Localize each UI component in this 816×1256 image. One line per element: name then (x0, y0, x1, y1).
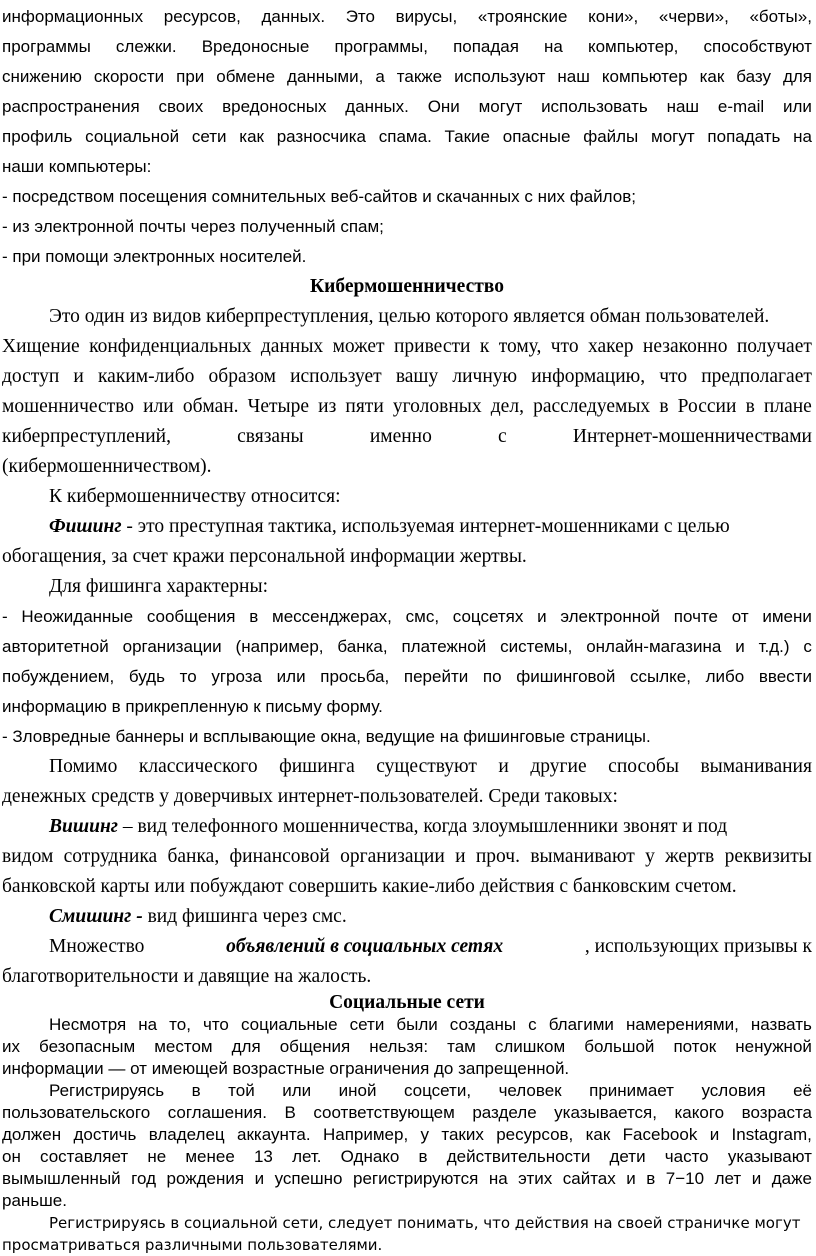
word: поток (673, 1037, 717, 1056)
word: Четыре (247, 396, 310, 417)
word: в (646, 1169, 656, 1188)
word: программы, (334, 37, 428, 56)
word: просьба, (320, 667, 390, 686)
social-para2-line-3 (2, 1124, 812, 1146)
word: на (544, 37, 563, 56)
word: безопасным (39, 1037, 136, 1056)
word: с (803, 637, 812, 656)
word: этих (518, 1169, 553, 1188)
word: системы, (500, 637, 573, 656)
word: достичь (73, 1125, 137, 1144)
word: Например, (322, 1125, 409, 1144)
word: способы (608, 756, 679, 777)
word: составляет (40, 1147, 129, 1166)
word: сети (191, 127, 227, 146)
social-para2-line-4 (2, 1146, 812, 1168)
word: соцсети, (403, 1081, 472, 1100)
word: при (176, 67, 205, 86)
word: данными, (287, 67, 364, 86)
word: то, (169, 1015, 191, 1034)
other-methods-line-2: денежных средств у доверчивых интернет-пользователей. Среди таковых: (2, 786, 618, 807)
heading-social-networks: Социальные сети (329, 992, 485, 1013)
intro-line-6: наши компьютеры: (2, 157, 152, 176)
word: вымышленный (2, 1169, 121, 1188)
word: Такие (444, 127, 491, 146)
vishing-term: Вишинг (49, 816, 118, 837)
word: снижению (2, 67, 82, 86)
fraud-line-1: Это один из видов киберпреступления, целью которого является обман пользователей. (49, 306, 770, 327)
word: дел, (490, 396, 524, 417)
word: и (537, 607, 547, 626)
word: и (455, 846, 466, 867)
word: платежной (401, 637, 487, 656)
word: и (709, 1125, 720, 1144)
word: Facebook (622, 1125, 698, 1144)
word: менее (185, 1147, 235, 1166)
word: рождения (166, 1169, 245, 1188)
word: ресурсов, (163, 7, 241, 26)
phishing-definition-line-1 (2, 512, 812, 542)
word: что (202, 1015, 229, 1034)
word: регистрируются (353, 1169, 479, 1188)
word: Неожиданные (21, 607, 134, 626)
word: слишком (494, 1037, 566, 1056)
word: могут (478, 97, 523, 116)
smishing-def-text: вид фишинга через смс. (147, 906, 347, 927)
word: пользовательского (2, 1103, 151, 1122)
phishing-feature-line-2 (2, 632, 812, 662)
word: местом (154, 1037, 213, 1056)
word: ввести (758, 667, 812, 686)
word: дети (609, 1147, 646, 1166)
word: предполагает (701, 366, 812, 387)
word: используют (454, 67, 546, 86)
word: или (282, 1081, 312, 1100)
word: обман. (182, 396, 239, 417)
word: год (131, 1169, 156, 1188)
word: возраста (741, 1103, 812, 1122)
word: лет (714, 1169, 742, 1188)
word: «черви», (658, 7, 729, 26)
word: созданы (449, 1015, 517, 1034)
word: проч. (475, 846, 520, 867)
word: «боты», (749, 7, 812, 26)
word: как (699, 67, 725, 86)
word: другие (530, 756, 587, 777)
word: или (782, 97, 812, 116)
word: «троянские (477, 7, 568, 26)
word: соглашения. (167, 1103, 267, 1122)
word: будь (128, 667, 165, 686)
word: компьютер (601, 67, 688, 86)
word: для (231, 1037, 261, 1056)
intro-line-2 (2, 32, 812, 62)
intro-line-4 (2, 92, 812, 122)
word: или (276, 667, 306, 686)
word: разносчика (276, 127, 367, 146)
word: мошенничество (2, 396, 135, 417)
phishing-feature-line-4: информацию в прикрепленную к письму форму. (2, 697, 383, 716)
social-para2-line-5 (2, 1168, 812, 1190)
word: почте (673, 607, 718, 626)
word: расследуемых (533, 396, 651, 417)
phishing-term: Фишинг (49, 516, 122, 537)
word: указывается, (554, 1103, 657, 1122)
intro-bullet-websites: - посредством посещения сомнительных веб-сайтов и скачанных с них файлов; (2, 187, 636, 206)
word: Instagram, (731, 1125, 812, 1144)
word: общения (279, 1037, 351, 1056)
word: каким-либо (97, 366, 195, 387)
fraud-line-4 (2, 392, 812, 422)
vishing-def-text: – вид телефонного мошенничества, когда злоумышленники звонят и под (122, 816, 728, 837)
word: информацию, (531, 366, 646, 387)
social-para1-line-2 (2, 1036, 812, 1058)
word: владелец (148, 1125, 225, 1144)
word: а (375, 67, 385, 86)
word: базу (736, 67, 771, 86)
phishing-features-label: Для фишинга характерны: (49, 576, 269, 597)
word: на (488, 1169, 508, 1188)
word: классического (138, 756, 258, 777)
phishing-def-text: - это преступная тактика, используемая интернет-мошенниками с целью (126, 516, 730, 537)
fraud-includes-label: К кибермошенничеству относится: (49, 486, 341, 507)
word: распространения (2, 97, 140, 116)
word: той (228, 1081, 255, 1100)
word: социальные (240, 1015, 338, 1034)
word: кони», (588, 7, 639, 26)
word: их (2, 1037, 20, 1056)
word: часто (664, 1147, 709, 1166)
word: попадать (707, 127, 781, 146)
word: банка, (337, 637, 388, 656)
word: по (482, 667, 502, 686)
word: из (318, 396, 337, 417)
word: там (447, 1037, 476, 1056)
word: успешно (274, 1169, 343, 1188)
word: даже (771, 1169, 812, 1188)
word: наш (666, 97, 700, 116)
fraud-line-5 (2, 422, 812, 452)
word: личную (452, 366, 518, 387)
word: организации (122, 637, 222, 656)
word: образом (208, 366, 276, 387)
word: пяти (345, 396, 384, 417)
word: человек (498, 1081, 562, 1100)
word: и (626, 1169, 636, 1188)
word: данных (260, 336, 324, 357)
word: связаны (237, 426, 304, 447)
word: не (147, 1147, 167, 1166)
word: условия (701, 1081, 766, 1100)
word: Это (345, 7, 375, 26)
word: опасные (502, 127, 571, 146)
word: таких (441, 1125, 484, 1144)
word: от (731, 607, 749, 626)
word: соцсетях (452, 607, 524, 626)
word: побуждением, (2, 667, 115, 686)
word: сайтах (562, 1169, 616, 1188)
word: обмене (216, 67, 276, 86)
word: незаконно (642, 336, 728, 357)
word: он (2, 1147, 21, 1166)
word: большой (584, 1037, 655, 1056)
word: выманивания (700, 756, 812, 777)
other-methods-line-1 (2, 752, 812, 782)
word: существуют (376, 756, 477, 777)
ads-line-2: благотворительности и давящие на жалость. (2, 966, 372, 987)
phishing-feature-banners: - Зловредные баннеры и всплывающие окна, ведущие на фишинговые страницы. (2, 727, 651, 746)
word: вирусы, (395, 7, 458, 26)
smishing-definition (2, 902, 812, 932)
vishing-definition-line-2 (2, 842, 812, 872)
heading-cyberfraud: Кибермошенничество (310, 276, 504, 297)
word: доступ (2, 366, 60, 387)
word: разделе (472, 1103, 537, 1122)
vishing-definition-line-1 (2, 812, 812, 842)
word: файлы (583, 127, 639, 146)
word: что (550, 336, 579, 357)
word: и (73, 366, 84, 387)
word: использовать (541, 97, 648, 116)
social-para2-line-1 (2, 1080, 812, 1102)
word: уголовных (392, 396, 482, 417)
word: компьютер, (587, 37, 679, 56)
word: могут (651, 127, 695, 146)
word: программы (2, 37, 91, 56)
word: Интернет-мошенничествами (572, 426, 812, 447)
word: принимает (589, 1081, 674, 1100)
word: аккаунта. (236, 1125, 311, 1144)
word: в (191, 1081, 201, 1100)
word: сообщения (146, 607, 236, 626)
word: тому, (498, 336, 542, 357)
word: Вредоносные (201, 37, 310, 56)
word: спама. (378, 127, 432, 146)
intro-line-5 (2, 122, 812, 152)
word: у (645, 846, 655, 867)
word: конфиденциальных (89, 336, 252, 357)
word: и (254, 1169, 265, 1188)
word: может (332, 336, 385, 357)
word: действительности (446, 1147, 591, 1166)
word: хакер (587, 336, 634, 357)
word: информационных (2, 7, 144, 26)
word: как (585, 1125, 611, 1144)
word: Помимо (49, 756, 118, 777)
word: попадая (453, 37, 519, 56)
phishing-feature-line-3 (2, 662, 812, 692)
word: наш (557, 67, 590, 86)
word: с (528, 1015, 537, 1034)
word: мессенджерах, (272, 607, 392, 626)
word: данных. (345, 97, 409, 116)
word: плане (763, 396, 812, 417)
word: организации (340, 846, 445, 867)
word: ненужной (735, 1037, 812, 1056)
word: слежки. (115, 37, 177, 56)
word: видом (2, 846, 54, 867)
word: указывают (727, 1147, 812, 1166)
social-para1-line-1 (2, 1014, 812, 1036)
word: выманивают (530, 846, 635, 867)
word: и (735, 637, 745, 656)
social-para3-line-1: Регистрируясь в социальной сети, следует понимать, что действия на своей страничке могут (49, 1214, 801, 1232)
fraud-line-2 (2, 332, 812, 362)
word: иной (338, 1081, 377, 1100)
word: её (793, 1081, 812, 1100)
word: т.д.) (758, 637, 790, 656)
word: данных. (261, 7, 326, 26)
word: на (138, 1015, 158, 1034)
intro-bullet-email: - из электронной почты через полученный спам; (2, 217, 384, 236)
word: 7−10 (665, 1169, 705, 1188)
word: и (751, 1169, 762, 1188)
word: и (498, 756, 509, 777)
word: смс, (405, 607, 440, 626)
word: России (677, 396, 737, 417)
word: использует (290, 366, 382, 387)
word: киберпреступлений, (2, 426, 171, 447)
word: авторитетной (2, 637, 109, 656)
word: - (2, 607, 8, 626)
social-para2-line-6: раньше. (2, 1191, 67, 1210)
word: профиль (2, 127, 73, 146)
word: фишинга (279, 756, 355, 777)
word: как (239, 127, 264, 146)
word: с (498, 426, 507, 447)
intro-bullet-media: - при помощи электронных носителей. (2, 247, 307, 266)
word: в (659, 396, 669, 417)
word: также (396, 67, 443, 86)
word: сети (349, 1015, 385, 1034)
phishing-feature-line-1 (2, 602, 812, 632)
social-para1-line-3: информации — от имеющей возрастные ограничения до запрещенной. (2, 1059, 570, 1078)
word: имени (762, 607, 812, 626)
ads-line-1 (2, 932, 812, 962)
word: вашу (395, 366, 439, 387)
phishing-definition-line-2: обогащения, за счет кражи персональной информации жертвы. (2, 546, 527, 567)
word: своих (158, 97, 204, 116)
word: онлайн-магазина (586, 637, 722, 656)
word: к (479, 336, 490, 357)
word: Однако (340, 1147, 400, 1166)
word: ресурсов, (496, 1125, 574, 1144)
word: именно (369, 426, 432, 447)
word: реквизиты (724, 846, 812, 867)
intro-line-3 (2, 62, 812, 92)
word: вредоносных (222, 97, 327, 116)
word: социальной (85, 127, 180, 146)
word: какого (674, 1103, 725, 1122)
ads-suffix: , использующих призывы к (584, 936, 812, 957)
word: либо (705, 667, 745, 686)
word: назвать (750, 1015, 812, 1034)
word: в (249, 607, 259, 626)
word: электронной (560, 607, 661, 626)
word: Они (427, 97, 460, 116)
word: должен (2, 1125, 62, 1144)
ads-prefix: Множество (49, 936, 145, 957)
word: или (143, 396, 174, 417)
word: на (793, 127, 812, 146)
word: финансовой (229, 846, 330, 867)
word: намерениями, (625, 1015, 739, 1034)
word: привести (393, 336, 471, 357)
word: перейти (403, 667, 469, 686)
word: Регистрируясь (49, 1081, 165, 1100)
vishing-definition-line-3: банковской карты или побуждают совершить какие-либо действия с банковским счетом. (2, 876, 737, 897)
word: В (284, 1103, 296, 1122)
word: то (179, 667, 197, 686)
word: были (396, 1015, 438, 1034)
word: 13 (253, 1147, 273, 1166)
smishing-term: Смишинг - (49, 906, 143, 927)
word: сотрудника (63, 846, 158, 867)
word: нельзя: (369, 1037, 429, 1056)
word: в (418, 1147, 428, 1166)
social-para2-line-2 (2, 1102, 812, 1124)
ads-term: объявлений в социальных сетях (226, 936, 504, 957)
word: для (782, 67, 812, 86)
social-para3-line-2: просматриваться различными пользователями. (2, 1236, 383, 1254)
fraud-line-3 (2, 362, 812, 392)
word: соответствующем (313, 1103, 455, 1122)
word: в (745, 396, 755, 417)
word: банка, (167, 846, 220, 867)
word: ссылке, (629, 667, 691, 686)
word: Хищение (2, 336, 80, 357)
word: (например, (235, 637, 324, 656)
word: e-mail (717, 97, 765, 116)
word: жертв (665, 846, 715, 867)
word: что (659, 366, 688, 387)
word: способствуют (703, 37, 812, 56)
word: скорости (93, 67, 165, 86)
word: фишинговой (516, 667, 616, 686)
fraud-line-6: (кибермошенничеством). (2, 456, 212, 477)
word: благими (548, 1015, 614, 1034)
word: получает (736, 336, 812, 357)
word: угроза (211, 667, 262, 686)
word: у (420, 1125, 430, 1144)
word: лет. (292, 1147, 322, 1166)
word: Несмотря (49, 1015, 127, 1034)
intro-line-1 (2, 2, 812, 32)
